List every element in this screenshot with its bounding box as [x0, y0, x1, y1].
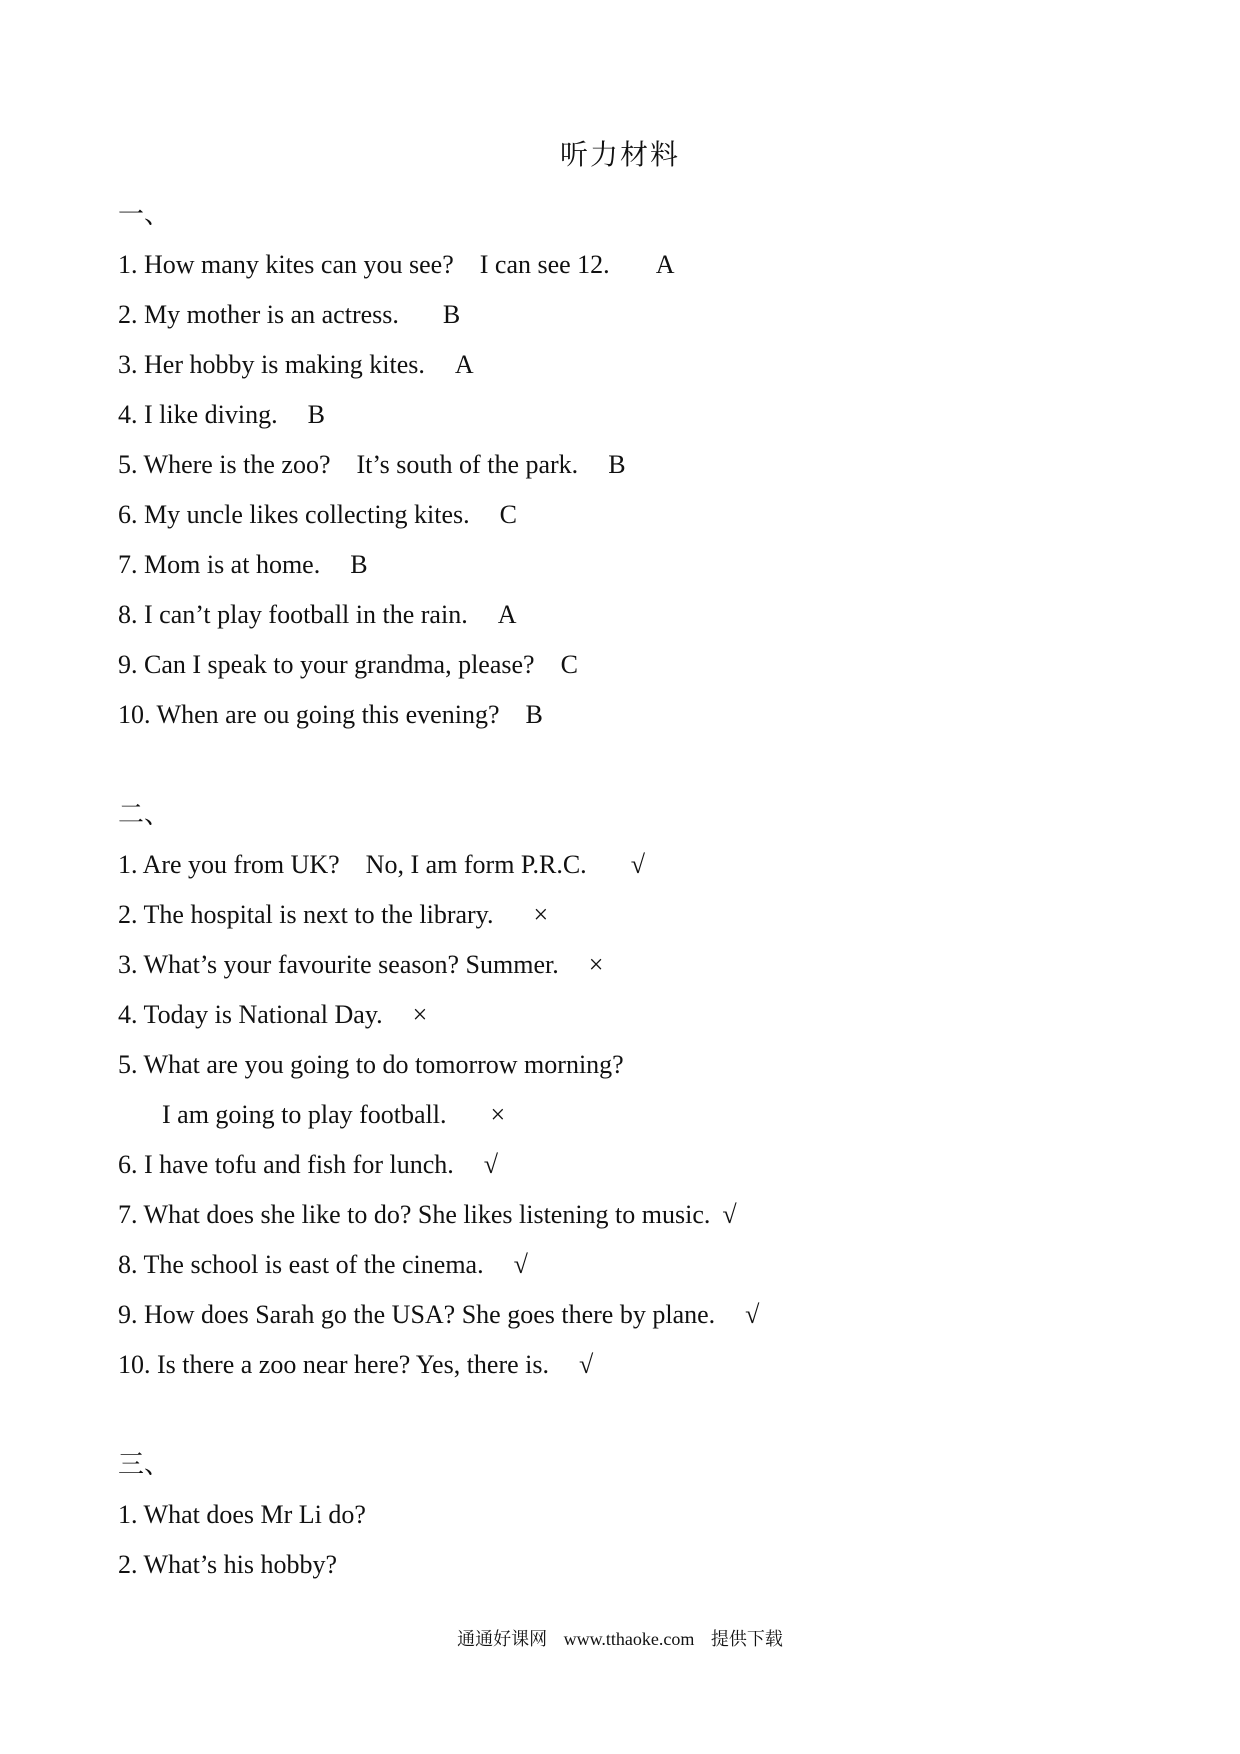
list-item — [118, 1340, 1158, 1390]
list-item — [118, 1290, 1158, 1340]
item-answer: √ — [513, 1250, 528, 1279]
item-text: 5. What are you going to do tomorrow morning? — [118, 1050, 624, 1079]
item-answer: A — [497, 600, 517, 629]
item-text: 5. Where is the zoo? It’s south of the park. — [118, 450, 579, 479]
list-item — [118, 890, 1158, 940]
item-answer: B — [608, 450, 626, 479]
list-item — [118, 1190, 1158, 1240]
item-answer: B — [350, 550, 368, 579]
item-answer: C — [560, 650, 578, 679]
item-answer: B — [307, 400, 325, 429]
item-text: 6. I have tofu and fish for lunch. — [118, 1150, 454, 1179]
list-item — [118, 390, 1158, 440]
item-text: 3. What’s your favourite season? Summer. — [118, 950, 559, 979]
list-item — [118, 240, 1158, 290]
page-title: 听力材料 — [559, 140, 680, 171]
footer-url: www.tthaoke.com — [563, 1629, 695, 1649]
list-item — [118, 1540, 1158, 1590]
item-text: 7. What does she like to do? She likes listening to music. — [118, 1200, 711, 1229]
list-item — [118, 640, 1158, 690]
item-text: 1. What does Mr Li do? — [118, 1500, 366, 1529]
list-item — [118, 290, 1158, 340]
list-item — [118, 340, 1158, 390]
item-answer: √ — [722, 1200, 737, 1229]
item-answer: × — [588, 950, 604, 979]
list-item — [118, 990, 1158, 1040]
item-answer: C — [499, 500, 517, 529]
list-item — [118, 590, 1158, 640]
item-answer: × — [533, 900, 549, 929]
section-1 — [118, 190, 1158, 740]
list-item — [118, 940, 1158, 990]
item-text: 1. How many kites can you see? I can see 12. — [118, 250, 610, 279]
item-text: 2. My mother is an actress. — [118, 300, 399, 329]
item-text: 2. What’s his hobby? — [118, 1550, 338, 1579]
list-item — [118, 1490, 1158, 1540]
item-answer: √ — [483, 1150, 499, 1179]
list-item — [118, 1240, 1158, 1290]
item-text: 6. My uncle likes collecting kites. — [118, 500, 470, 529]
list-item — [118, 840, 1158, 890]
item-answer: A — [655, 250, 675, 279]
list-item — [118, 1140, 1158, 1190]
section-heading: 三、 — [118, 1450, 171, 1479]
item-text: 8. The school is east of the cinema. — [118, 1250, 484, 1279]
list-item — [118, 1040, 1158, 1090]
item-text: 10. Is there a zoo near here? Yes, there is. — [118, 1350, 550, 1379]
page-footer — [0, 1625, 1240, 1651]
section-heading: 一、 — [118, 200, 171, 229]
item-answer: √ — [745, 1300, 760, 1329]
list-item — [118, 690, 1158, 740]
item-text: 10. When are ou going this evening? — [118, 700, 500, 729]
item-text: I am going to play football. — [162, 1100, 447, 1129]
item-answer: A — [454, 350, 474, 379]
item-text: 7. Mom is at home. — [118, 550, 321, 579]
list-item — [118, 490, 1158, 540]
item-text: 4. Today is National Day. — [118, 1000, 383, 1029]
section-2 — [118, 790, 1158, 1390]
footer-suffix: 提供下载 — [710, 1629, 783, 1649]
item-text: 9. Can I speak to your grandma, please? — [118, 650, 535, 679]
list-item — [118, 540, 1158, 590]
list-item — [118, 1090, 1158, 1140]
item-answer: B — [525, 700, 543, 729]
section-heading: 二、 — [118, 800, 171, 829]
footer-site-name: 通通好课网 — [457, 1629, 548, 1649]
item-text: 9. How does Sarah go the USA? She goes there by plane. — [118, 1300, 716, 1329]
item-text: 8. I can’t play football in the rain. — [118, 600, 468, 629]
item-text: 2. The hospital is next to the library. — [118, 900, 494, 929]
item-answer: × — [490, 1100, 506, 1129]
item-text: 4. I like diving. — [118, 400, 278, 429]
item-answer: B — [442, 300, 461, 329]
item-answer: √ — [630, 850, 645, 879]
item-text: 3. Her hobby is making kites. — [118, 350, 425, 379]
item-text: 1. Are you from UK? No, I am form P.R.C. — [118, 850, 587, 879]
section-3 — [118, 1440, 1158, 1590]
item-answer: × — [412, 1000, 428, 1029]
list-item — [118, 440, 1158, 490]
item-answer: √ — [579, 1350, 594, 1379]
